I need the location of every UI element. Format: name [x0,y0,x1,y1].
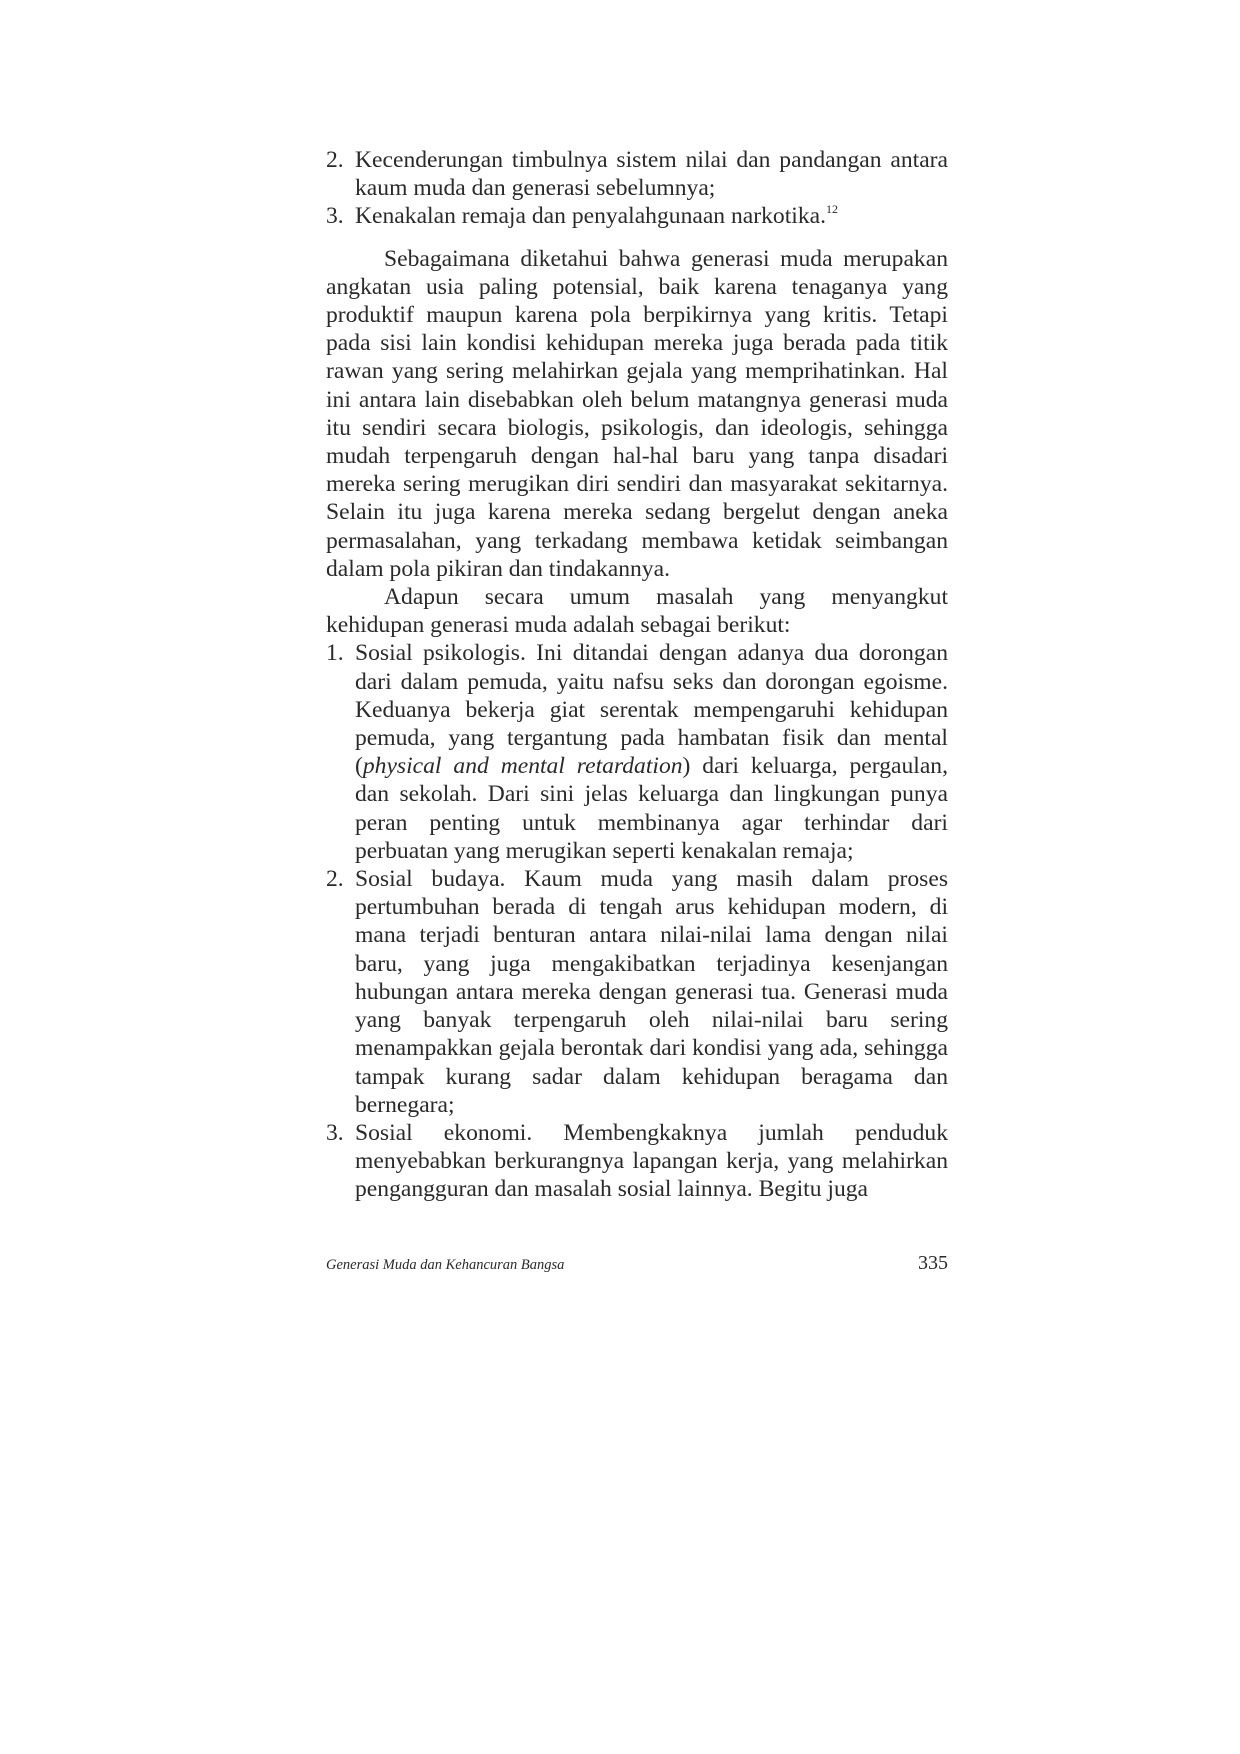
body-paragraph: Adapun secara umum masalah yang menyangkut kehidupan generasi muda adalah sebagai berikut: [326,584,948,639]
list-item-number: 2. [326,147,344,173]
list-item [326,1119,948,1204]
list-item-text: Sosial psikologis. Ini ditandai dengan adanya dua dorongan dari dalam pemuda, yaitu nafsu seks dan dorongan egoisme. Keduanya bekerja giat serentak mempengaruhi kehidupan pemuda, yang tergantung pada hambatan fisik dan mental ( [355,640,948,780]
list-item [326,202,948,230]
top-numbered-list [326,146,948,231]
running-footer-title: Generasi Muda dan Kehancuran Bangsa [326,1257,565,1273]
italic-term: physical and mental retardation [362,753,683,780]
list-item-number: 2. [326,866,344,893]
list-item-text: Sosial budaya. Kaum muda yang masih dalam proses pertumbuhan berada di tengah arus kehidupan modern, di mana terjadi benturan antara nilai-nilai lama dengan nilai baru, yang juga mengakibatkan terjadinya kesenjangan hubungan antara mereka dengan generasi tua. Generasi muda yang banyak terpengaruh oleh nilai-nilai baru sering menampakkan gejala berontak dari kondisi yang ada, sehingga tampak kurang sadar dalam kehidupan beragama dan bernegara; [355,866,948,1118]
page-number: 335 [918,1252,948,1274]
footnote-marker: 12 [826,202,838,217]
list-item [326,865,948,1119]
list-item [326,639,948,865]
page-body [326,146,948,1204]
list-item-text: Kecenderungan timbulnya sistem nilai dan pandangan antara kaum muda dan generasi sebelumnya; [355,147,948,202]
list-item-text: Kenakalan remaja dan penyalahgunaan narkotika. [355,203,826,230]
list-item-number: 3. [326,1119,344,1146]
bottom-numbered-list [326,639,948,1203]
list-item-number: 3. [326,203,344,230]
list-item [326,146,948,202]
list-item-text: Sosial ekonomi. Membengkaknya jumlah penduduk menyebabkan berkurangnya lapangan kerja, yang melahirkan pengangguran dan masalah sosial lainnya. Begitu juga [355,1119,948,1203]
page-footer [326,1252,948,1280]
body-paragraph: Sebagaimana diketahui bahwa generasi muda merupakan angkatan usia paling potensial, baik karena tenaganya yang produktif maupun karena pola berpikirnya yang kritis. Tetapi pada sisi lain kondisi kehidupan mereka juga berada pada titik rawan yang sering melahirkan gejala yang memprihatinkan. Hal ini antara lain disebabkan oleh belum matangnya generasi muda itu sendiri secara biologis, psikologis, dan ideologis, sehingga mudah terpengaruh dengan hal-hal baru yang tanpa disadari mereka sering merugikan diri sendiri dan masyarakat sekitarnya. Selain itu juga karena mereka sedang bergelut dengan aneka permasalahan, yang terkadang membawa ketidak seimbangan dalam pola pikiran dan tindakannya. [326,245,948,582]
list-item-text: ) dari keluarga, pergaulan, dan sekolah. Dari sini jelas keluarga dan lingkungan punya peran penting untuk membinanya agar terhindar dari perbuatan yang merugikan seperti kenakalan remaja; [355,753,948,864]
list-item-number: 1. [326,640,344,667]
